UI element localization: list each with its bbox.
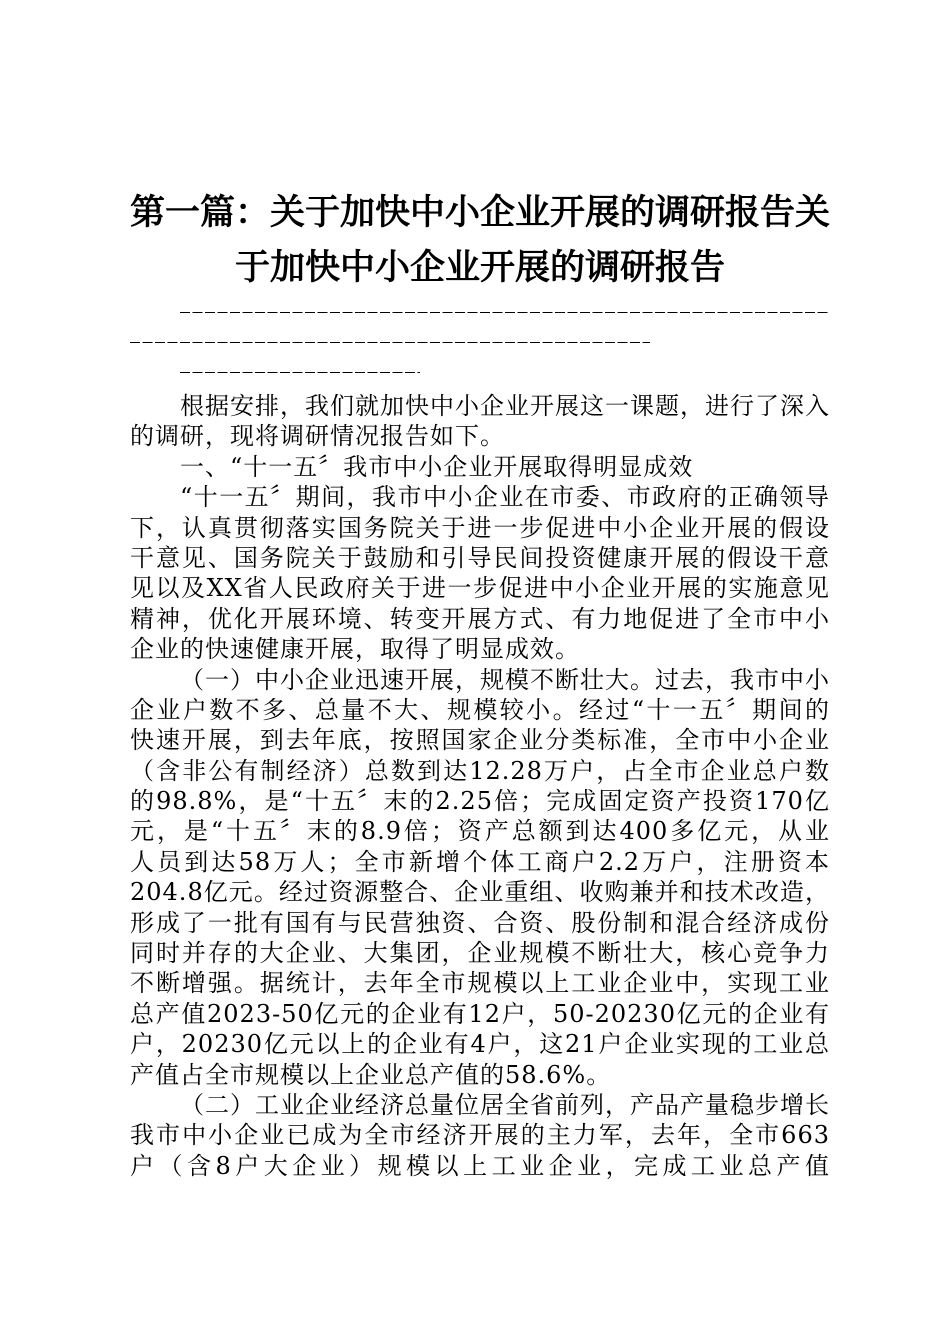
document-title [130,185,830,295]
title-line: 第一篇：关于加快中小企业开展的调研报告关 [130,192,830,233]
paragraph-line: 人员到达58万人；全市新增个体工商户2.2万户，注册资本 [130,847,830,876]
paragraph-line: 户，20230亿元以上的企业有4户，这21户企业实现的工业总 [130,1030,830,1059]
paragraph-overview [130,482,830,664]
paragraph-line: 企业户数不多、总量不大、规模较小。经过“十一五〞期间的 [130,695,830,724]
paragraph-industrial-output [130,1120,830,1181]
dashed-divider [180,312,830,313]
paragraph-line: 根据安排，我们就加快中小企业开展这一课题，进行了深入 [180,392,830,420]
paragraph-line: 企业的快速健康开展，取得了明显成效。 [130,635,580,664]
dashed-divider [180,372,420,373]
paragraph-line: 的98.8%，是“十五〞末的2.25倍；完成固定资产投资170亿 [130,787,830,816]
title-line: 于加快中小企业开展的调研报告 [234,247,725,288]
paragraph-intro [130,391,830,452]
paragraph-line: “十一五〞期间，我市中小企业在市委、市政府的正确领导 [180,483,830,512]
paragraph-line: 快速开展，到去年底，按照国家企业分类标准，全市中小企业 [130,726,830,755]
paragraph-line: 元，是“十五〞末的8.9倍；资产总额到达400多亿元，从业 [130,817,830,846]
paragraph-line: （含非公有制经济）总数到达12.28万户，占全市企业总户数 [130,756,830,785]
paragraph-line: 我市中小企业已成为全市经济开展的主力军，去年，全市663 [130,1121,830,1150]
paragraph-line: 的调研，现将调研情况报告如下。 [130,422,505,451]
paragraph-line: 总产值2023-50亿元的企业有12户，50-20230亿元的企业有 [130,999,830,1028]
paragraph-line: （一）中小企业迅速开展，规模不断壮大。过去，我市中小 [180,665,830,694]
paragraph-line: 精神，优化开展环境、转变开展方式、有力地促进了全市中小 [130,604,830,633]
paragraph-line: 产值占全市规模以上企业总产值的58.6%。 [130,1060,612,1089]
paragraph-line: 户（含8户大企业）规模以上工业企业，完成工业总产值 [130,1151,830,1180]
document-body [130,391,830,1181]
paragraph-line: 同时并存的大企业、大集团，企业规模不断壮大，核心竞争力 [130,939,830,968]
heading-line: （二）工业企业经济总量位居全省前列，产品产量稳步增长 [180,1090,830,1119]
subsection-heading [130,1090,830,1120]
section-heading [130,452,830,482]
paragraph-line: 干意见、国务院关于鼓励和引导民间投资健康开展的假设干意 [130,543,830,572]
dashed-divider [130,342,650,343]
paragraph-scale-growth [130,665,830,1090]
paragraph-line: 204.8亿元。经过资源整合、企业重组、收购兼并和技术改造， [130,878,830,907]
paragraph-line: 下，认真贯彻落实国务院关于进一步促进中小企业开展的假设 [130,513,830,542]
paragraph-line: 形成了一批有国有与民营独资、合资、股份制和混合经济成份 [130,908,830,937]
paragraph-line: 不断增强。据统计，去年全市规模以上工业企业中，实现工业 [130,969,830,998]
heading-line: 一、“十一五〞我市中小企业开展取得明显成效 [180,452,694,481]
paragraph-line: 见以及XX省人民政府关于进一步促进中小企业开展的实施意见 [130,574,830,603]
